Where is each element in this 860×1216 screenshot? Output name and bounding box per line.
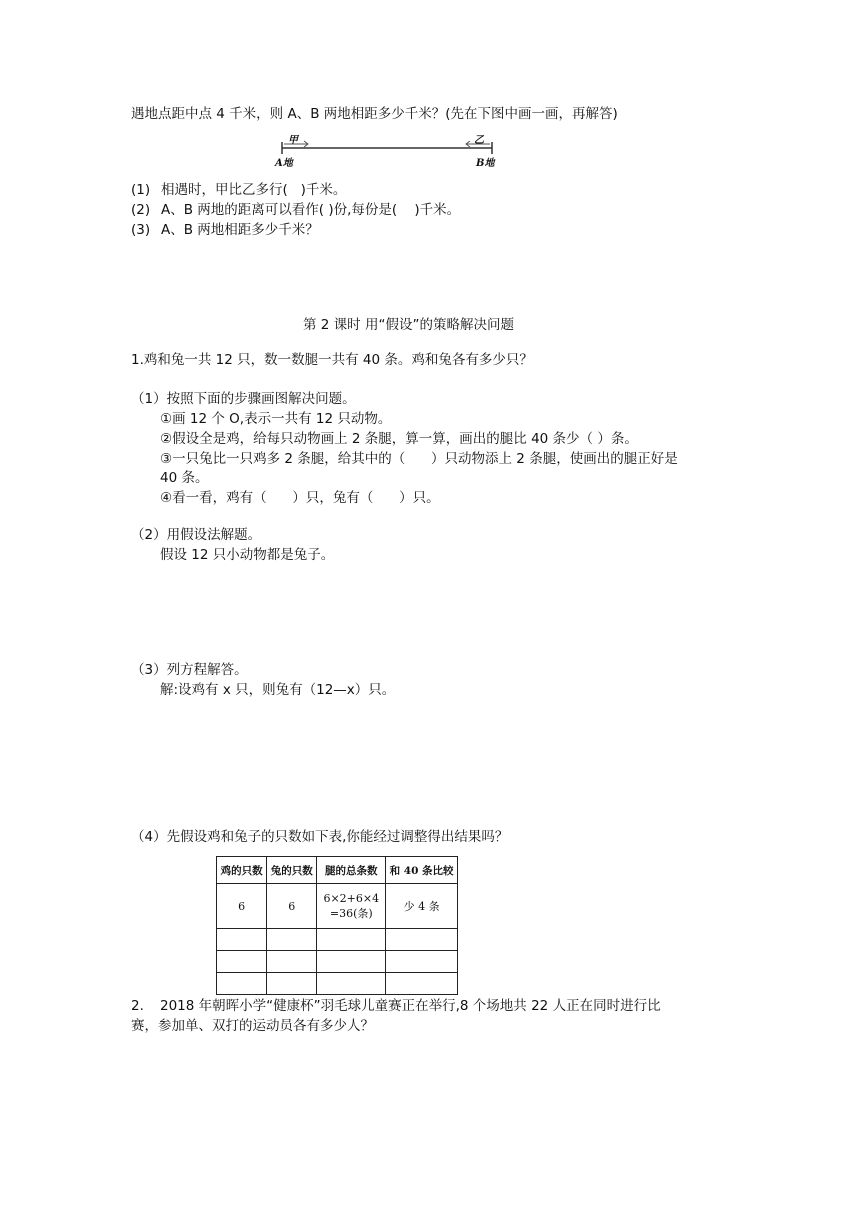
table-row	[217, 929, 458, 951]
q1-text-1: 相遇时，甲比乙多行( )千米。	[161, 182, 347, 198]
q1-num-3: (3)	[131, 222, 151, 238]
a-label: A地	[275, 158, 293, 169]
q1-num-1: (1)	[131, 182, 151, 198]
table-header-chicken: 鸡的只数	[217, 857, 267, 884]
problem2-line1: 2018 年朝晖小学“健康杯”羽毛球儿童赛正在举行,8 个场地共 22 人正在同时进行比	[160, 998, 661, 1014]
intro-text: 遇地点距中点 4 千米，则 A、B 两地相距多少千米？(先在下图中画一画，再解答)	[131, 106, 618, 122]
legs-formula: 6×2+6×4	[323, 891, 380, 905]
assumption-table	[216, 856, 458, 995]
yi-label: 乙	[474, 135, 484, 146]
part1-step-3: ③一只兔比一只鸡多 2 条腿，给其中的（ ）只动物添上 2 条腿，使画出的腿正好是	[160, 451, 678, 467]
table-cell-rabbit: 6	[267, 884, 317, 929]
part1-step-3-cont: 40 条。	[160, 470, 209, 486]
problem2-num: 2.	[131, 998, 144, 1014]
table-row	[217, 884, 458, 929]
table-header-legs: 腿的总条数	[317, 857, 386, 884]
table-row	[217, 973, 458, 995]
table-cell-legs	[317, 884, 386, 929]
part3-heading: （3）列方程解答。	[131, 662, 248, 678]
b-label: B地	[476, 158, 495, 169]
part2-line: 假设 12 只小动物都是兔子。	[160, 547, 335, 563]
problem1-text: 1.鸡和兔一共 12 只，数一数腿一共有 40 条。鸡和兔各有多少只？	[131, 352, 533, 368]
table-row	[217, 951, 458, 973]
table-cell-compare: 少 4 条	[386, 884, 458, 929]
part1-step-1: ①画 12 个 O,表示一共有 12 只动物。	[160, 411, 392, 427]
part1-heading: （1）按照下面的步骤画图解决问题。	[131, 391, 356, 407]
legs-result: =36(条)	[329, 906, 373, 920]
part4-heading: （4）先假设鸡和兔子的只数如下表,你能经过调整得出结果吗？	[131, 829, 509, 845]
table-cell-chicken: 6	[217, 884, 267, 929]
q1-text-2: A、B 两地的距离可以看作( )份,每份是( )千米。	[161, 202, 461, 218]
section-title: 第 2 课时 用“假设”的策略解决问题	[303, 317, 514, 333]
part1-step-4: ④看一看，鸡有（ ）只，兔有（ ）只。	[160, 490, 440, 506]
jia-label: 甲	[288, 135, 298, 146]
table-header-rabbit: 兔的只数	[267, 857, 317, 884]
part3-line: 解:设鸡有 x 只，则兔有（12—x）只。	[160, 682, 396, 698]
table-header-compare: 和 40 条比较	[386, 857, 458, 884]
q1-num-2: (2)	[131, 202, 151, 218]
part1-step-2: ②假设全是鸡，给每只动物画上 2 条腿，算一算，画出的腿比 40 条少（ ）条。	[160, 431, 638, 447]
problem2-line2: 赛，参加单、双打的运动员各有多少人？	[131, 1018, 374, 1034]
part2-heading: （2）用假设法解题。	[131, 527, 262, 543]
q1-text-3: A、B 两地相距多少千米？	[161, 222, 319, 238]
